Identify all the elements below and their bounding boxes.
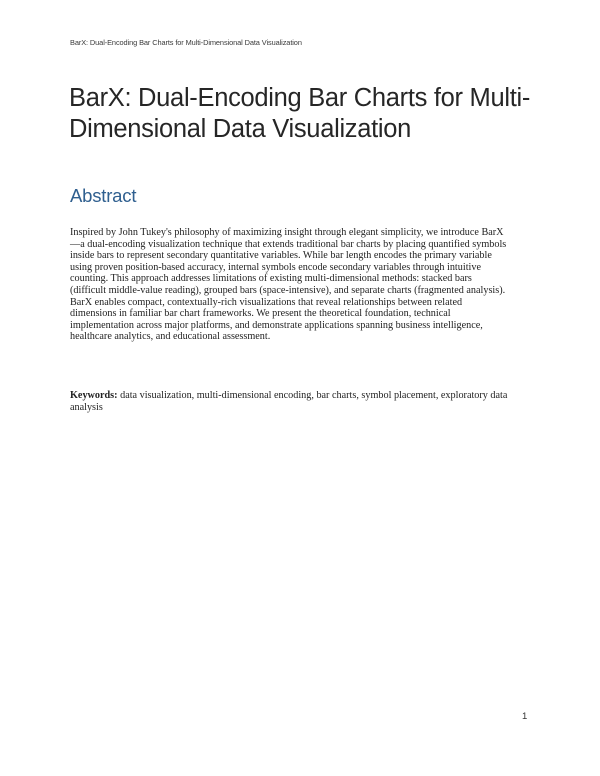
abstract-heading: Abstract: [70, 185, 137, 206]
page-number: 1: [522, 711, 528, 722]
keywords-text: data visualization, multi-dimensional encoding, bar charts, symbol placement, exploratory data analysis: [70, 390, 508, 413]
paper-title: BarX: Dual-Encoding Bar Charts for Multi-Dimensional Data Visualization: [69, 84, 531, 143]
keywords-paragraph: [70, 390, 510, 413]
abstract-body: Inspired by John Tukey's philosophy of maximizing insight through elegant simplicity, we introduce BarX—a dual-encoding visualization technique that extends traditional bar charts by placing quantified symbols inside bars to represent secondary quantitative variables. While bar length encodes the primary variable using proven position-based accuracy, internal symbols encode secondary variables through intuitive counting. This approach addresses limitations of existing multi-dimensional methods: stacked bars (difficult middle-value reading), grouped bars (space-intensive), and separate charts (fragmented analysis). BarX enables compact, contextually-rich visualizations that reveal relationships between related dimensions in familiar bar chart frameworks. We present the theoretical foundation, technical implementation across major platforms, and demonstrate applications spanning business intelligence, healthcare analytics, and educational assessment.: [70, 227, 507, 343]
running-header: BarX: Dual-Encoding Bar Charts for Multi-Dimensional Data Visualization: [70, 38, 302, 47]
keywords-label: Keywords:: [70, 390, 118, 401]
